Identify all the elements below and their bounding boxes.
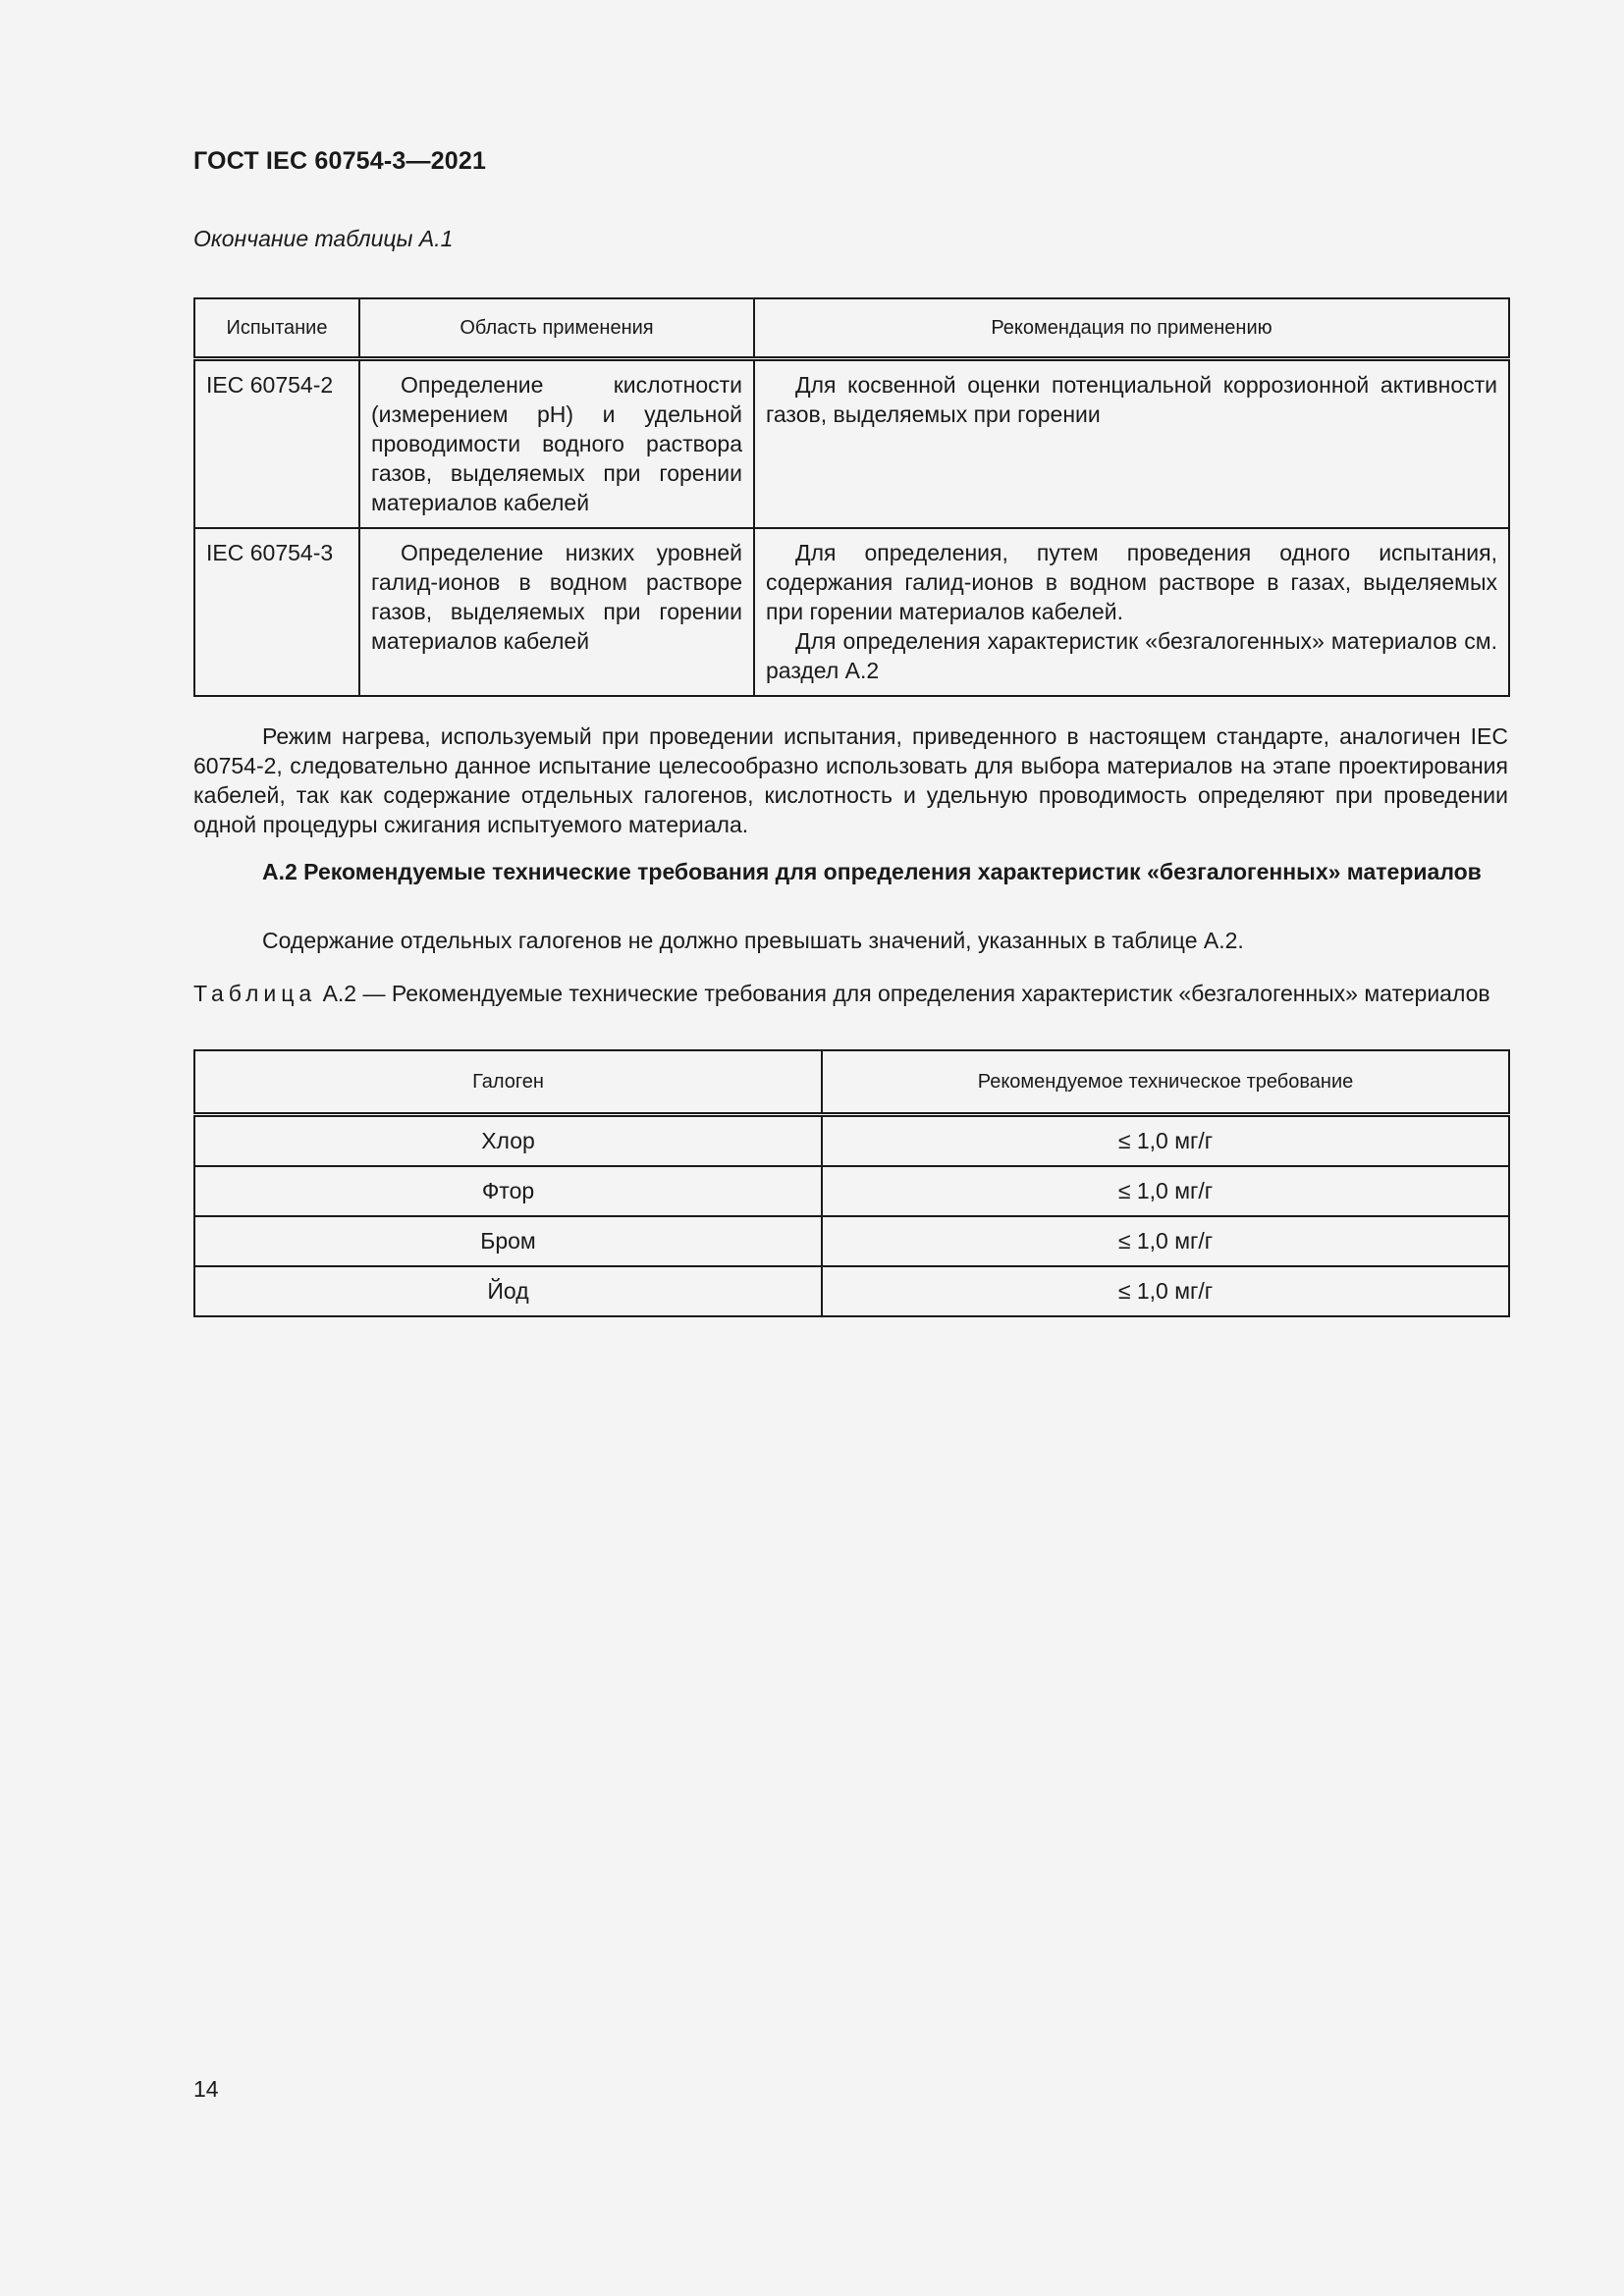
page-number: 14	[193, 2076, 219, 2102]
table-a2-cell-halogen: Фтор	[194, 1166, 822, 1216]
table-a2-cell-requirement: ≤ 1,0 мг/г	[822, 1266, 1509, 1316]
table-a1	[193, 297, 1510, 697]
table-a2-cell-requirement: ≤ 1,0 мг/г	[822, 1216, 1509, 1266]
table-a1-header-scope: Область применения	[359, 298, 754, 359]
table-row	[194, 1166, 1509, 1216]
table-a2-caption	[193, 979, 1508, 1008]
table-a1-cell-scope: Определение кислотности (измерением pH) и удельной проводимости водного раствора газов, выделяемых при горении материалов кабелей	[359, 359, 754, 529]
table-a1-cell-test: IEC 60754-2	[194, 359, 359, 529]
table-a2-cell-requirement: ≤ 1,0 мг/г	[1117, 1128, 1214, 1153]
table-a1-header-test: Испытание	[194, 298, 359, 359]
table-a1-header-row	[194, 298, 1509, 359]
table-caption-text: А.2 — Рекомендуемые технические требования для определения характеристик «безгалогенных» материалов	[322, 981, 1490, 1006]
table-a2-cell-requirement: ≤ 1,0 мг/г	[822, 1166, 1509, 1216]
table-continuation-label: Окончание таблицы А.1	[193, 226, 454, 251]
table-row	[194, 1266, 1509, 1316]
table-a2-cell-halogen: Бром	[194, 1216, 822, 1266]
table-a2-cell-halogen: Хлор	[194, 1115, 822, 1167]
table-a1-cell-scope: Определение низких уровней галид-ионов в водном растворе газов, выделяемых при горении материалов кабелей	[359, 528, 754, 696]
table-a2-header-row	[194, 1050, 1509, 1115]
recommendation-paragraph: Для определения, путем проведения одного испытания, содержания галид-ионов в водном растворе в газах, выделяемых при горении материалов кабелей.	[766, 540, 1497, 624]
recommendation-paragraph: Для определения характеристик «безгалогенных» материалов см. раздел А.2	[766, 628, 1497, 683]
section-a2-heading: А.2 Рекомендуемые технические требования для определения характеристик «безгалогенных» материалов	[262, 859, 1482, 884]
table-row	[194, 359, 1509, 529]
table-a1-cell-test: IEC 60754-3	[194, 528, 359, 696]
table-a1-cell-recommendation	[754, 528, 1509, 696]
table-row	[194, 1216, 1509, 1266]
table-a1-cell-recommendation	[754, 359, 1509, 529]
table-a1-header-recommendation: Рекомендация по применению	[754, 298, 1509, 359]
table-a2	[193, 1049, 1510, 1317]
body-paragraph: Режим нагрева, используемый при проведении испытания, приведенного в настоящем стандарте, аналогичен IEC 60754-2, следовательно данное испытание целесообразно использовать для выбора материалов на этапе проектирования кабелей, так как содержание отдельных галогенов, кислотность и удельную проводимость определяют при проведении одной процедуры сжигания испытуемого материала.	[193, 723, 1508, 837]
table-a2-cell-halogen: Йод	[194, 1266, 822, 1316]
table-row	[194, 1115, 1509, 1167]
table-a2-header-requirement: Рекомендуемое техническое требование	[822, 1050, 1509, 1115]
table-a2-header-halogen: Галоген	[194, 1050, 822, 1115]
standard-title: ГОСТ IEC 60754-3—2021	[193, 147, 487, 175]
recommendation-paragraph: Для косвенной оценки потенциальной коррозионной активности газов, выделяемых при горении	[766, 372, 1497, 427]
table-caption-label: Таблица	[193, 981, 317, 1006]
table-row	[194, 528, 1509, 696]
section-a2-paragraph: Содержание отдельных галогенов не должно превышать значений, указанных в таблице А.2.	[262, 928, 1244, 953]
